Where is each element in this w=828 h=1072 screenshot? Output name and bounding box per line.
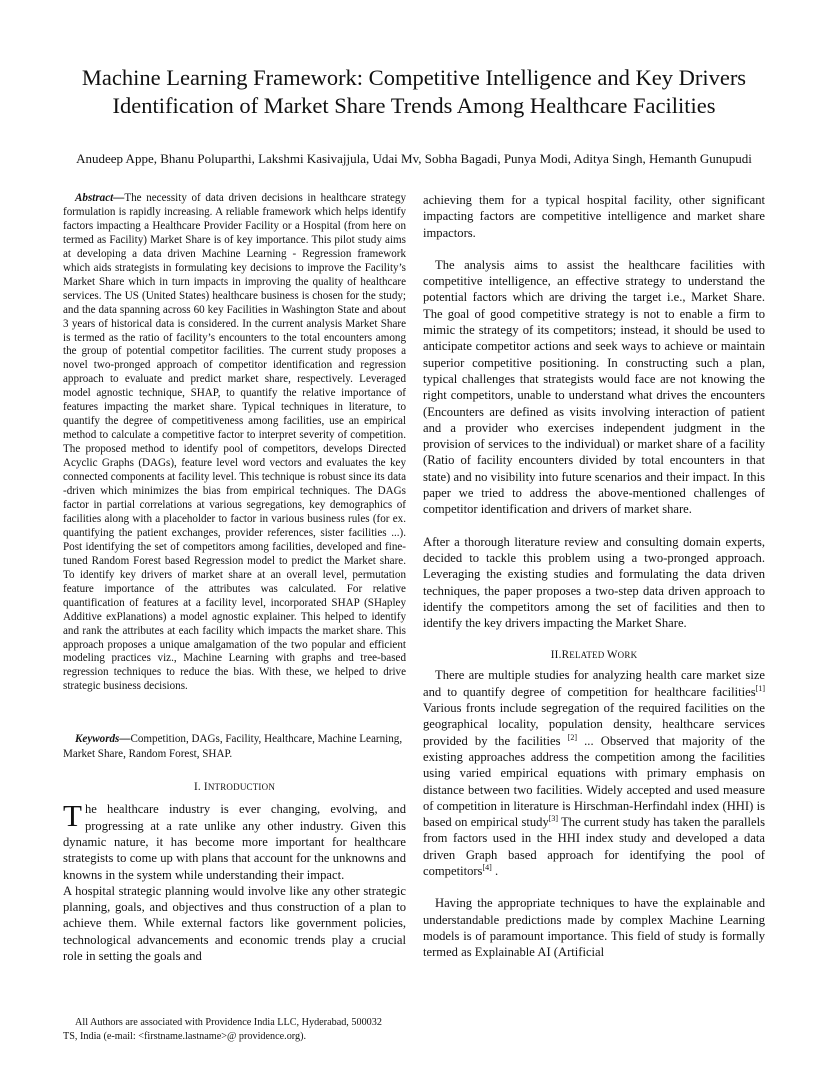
related-work-paragraph-2: Having the appropriate techniques to have the explainable and understandable predictions made by complex Machine Learning models is of paramount importance. This field of study is formally termed as Explainable AI (Artificial bbox=[423, 896, 765, 960]
citation-ref-2: [2] bbox=[567, 732, 578, 742]
citation-ref-4: [4] bbox=[482, 862, 492, 872]
text-run: ... Observed that majority of the existing approaches address the competition among the facilities using varied empirical equations with primary emphasis on distance between two facilities. Widely accepted and used measure of competition in literature is Hirschman-Herfindahl index (HHI) is based on empirical study bbox=[423, 733, 766, 830]
section-heading-initial: R bbox=[561, 649, 570, 662]
section-number: II. bbox=[550, 649, 562, 662]
paper-title: Machine Learning Framework: Competitive Intelligence and Key Drivers Identification of Market Share Trends Among Healthcare Facilities bbox=[81, 65, 747, 118]
right-paragraph-2: The analysis aims to assist the healthcare facilities with competitive intelligence, an effective strategy to understand the potential factors which are driving the target i.e., Market Share. The goal of good competitive strategy is not to enable a firm to mimic the strategy of its competitors; instead, it should be used to anticipate competitor actions and seek ways to achieve or maintain superior competitive positioning. In constructing such a plan, typical challenges that strategists would face are not knowing the right competitors, unable to understand what drives the encounters (Encounters are defined as visits involving interaction of patient and a provider who exercises independent judgment in the provision of services to the individual) or market share of a facility (Ratio of facility encounters divided by total encounters in that state) and no visibility into future scenarios and their impact. In this paper we tried to address the above-mentioned challenges of competitor identification and drivers of market share. bbox=[423, 257, 765, 517]
abstract-label: Abstract— bbox=[75, 192, 125, 204]
abstract bbox=[63, 192, 406, 694]
keywords-label: Keywords— bbox=[75, 733, 131, 746]
footnote-line-2: TS, India (e-mail: <firstname.lastname>@ providence.org). bbox=[63, 1031, 307, 1042]
drop-cap: T bbox=[63, 798, 82, 834]
footnote-line-1: All Authors are associated with Providence India LLC, Hyderabad, 500032 bbox=[75, 1017, 382, 1028]
right-column bbox=[423, 192, 765, 960]
text-run: There are multiple studies for analyzing health care market size and to quantify degree of competition for healthcare facilities bbox=[423, 668, 765, 699]
keywords bbox=[63, 732, 406, 762]
author-list: Anudeep Appe, Bhanu Poluparthi, Lakshmi Kasivajjula, Udai Mv, Sobha Bagadi, Punya Modi, Aditya Singh, Hemanth Gunupudi bbox=[76, 151, 752, 166]
section-heading-rest: NTRODUCTION bbox=[207, 782, 276, 793]
right-paragraph-1: achieving them for a typical hospital facility, other significant impacting factors are competitive intelligence and market share impactors. bbox=[423, 193, 765, 240]
text-run: . bbox=[491, 863, 499, 878]
citation-ref-1: [1] bbox=[755, 683, 765, 693]
section-heading-introduction bbox=[63, 781, 406, 793]
section-heading-mid: ELATED bbox=[569, 650, 607, 661]
keywords-text: Competition, DAGs, Facility, Healthcare, Machine Learning, Market Share, Random Forest, SHAP. bbox=[63, 733, 403, 761]
intro-paragraph-1-text: he healthcare industry is ever changing, evolving, and progressing at a rate unlike any other industry. Given this dynamic nature, it has become more important for healthcare strategists to come up with plans that account for the unknowns and knowns in the system while understanding their impact. bbox=[63, 802, 406, 882]
right-paragraph-3: After a thorough literature review and consulting domain experts, decided to tackle this problem using a two-pronged approach. Leveraging the existing studies and formulating the data driven techniques, the paper proposes a two-step data driven approach to identify the competitors among the set of facilities and then to identify the key drivers impacting the Market Share. bbox=[423, 534, 765, 631]
section-number: I. bbox=[193, 781, 201, 794]
section-heading-rest: ORK bbox=[617, 650, 638, 661]
abstract-text: The necessity of data driven decisions in healthcare strategy formulation is rapidly increasing. A reliable framework which helps identify factors impacting a Healthcare Provider Facility or a Hospital (from here on termed as Facility) Market Share is of key importance. This pilot study aims at developing a data driven Machine Learning - Regression framework which aids strategists in formulating key decisions to improve the Facility’s Market Share which in turn impacts in improving the quality of healthcare services. The US (United States) healthcare business is chosen for the study; and the data spanning across 60 key Facilities in Washington State and about 3 years of historical data is considered. In the current analysis Market Share is termed as the ratio of facility’s encounters to the total encounters among the group of potential competitor facilities. The current study proposes a novel two-pronged approach of competitor identification and regression approach to evaluate and predict market share, respectively. Leveraged model agnostic technique, SHAP, to quantify the relative importance of features impacting the market share. Typical techniques in literature, to quantify the degree of competitiveness among facilities, use an empirical method to calculate a competitive factor to interpret severity of competition. The proposed method to identify pool of competitors, develops Directed Acyclic Graphs (DAGs), feature level word vectors and evaluates the key connected components at facility level. This technique is robust since its data -driven which minimizes the bias from empirical techniques. The DAGs factor in partial correlations at various segregations, key demographics of facilities along with a placeholder to factor in various business rules (for ex. quantifying the patient exchanges, provider references, sister facilities ...). Post identifying the set of competitors among facilities, developed and fine-tuned Random Forest based Regression model to predict the Market share. To identify key drivers of market share at an overall level, permutation feature importance of the attributes was calculated. For relative quantification of features at a facility level, incorporated SHAP (SHapley Additive exPlanations) a model agnostic explainer. This helped to identify and rank the attributes at each facility which impacts the market share. This approach proposes a unique amalgamation of the two popular and efficient modeling practices viz., Machine Learning with graphs and tree-based regression techniques to reduce the bias. With these, we helped to drive strategic business decisions. bbox=[63, 192, 406, 693]
text-run: Various fronts include segregation of the required facilities on the geographical locality, population density, healthcare services provided by the facilities bbox=[423, 701, 765, 748]
intro-paragraph-2: A hospital strategic planning would involve like any other strategic planning, goals, and objectives and thus construction of a plan to achieve them. While external factors like government policies, technological advancements and economic trends play a crucial role in setting the goals and bbox=[63, 883, 406, 963]
section-heading-initial: I bbox=[203, 781, 208, 794]
section-heading-related-work bbox=[423, 649, 765, 661]
left-column bbox=[63, 192, 406, 964]
related-work-paragraph-1 bbox=[423, 667, 765, 879]
intro-paragraph-1 bbox=[63, 798, 406, 882]
citation-ref-3: [3] bbox=[548, 813, 559, 823]
text-run: The current study has taken the parallels from factors used in the HHI index study and developed a data driven Graph based approach for identifying the pool of competitors bbox=[423, 815, 765, 878]
affiliation-footnote bbox=[63, 1016, 423, 1044]
section-heading-initial-2: W bbox=[606, 649, 618, 662]
